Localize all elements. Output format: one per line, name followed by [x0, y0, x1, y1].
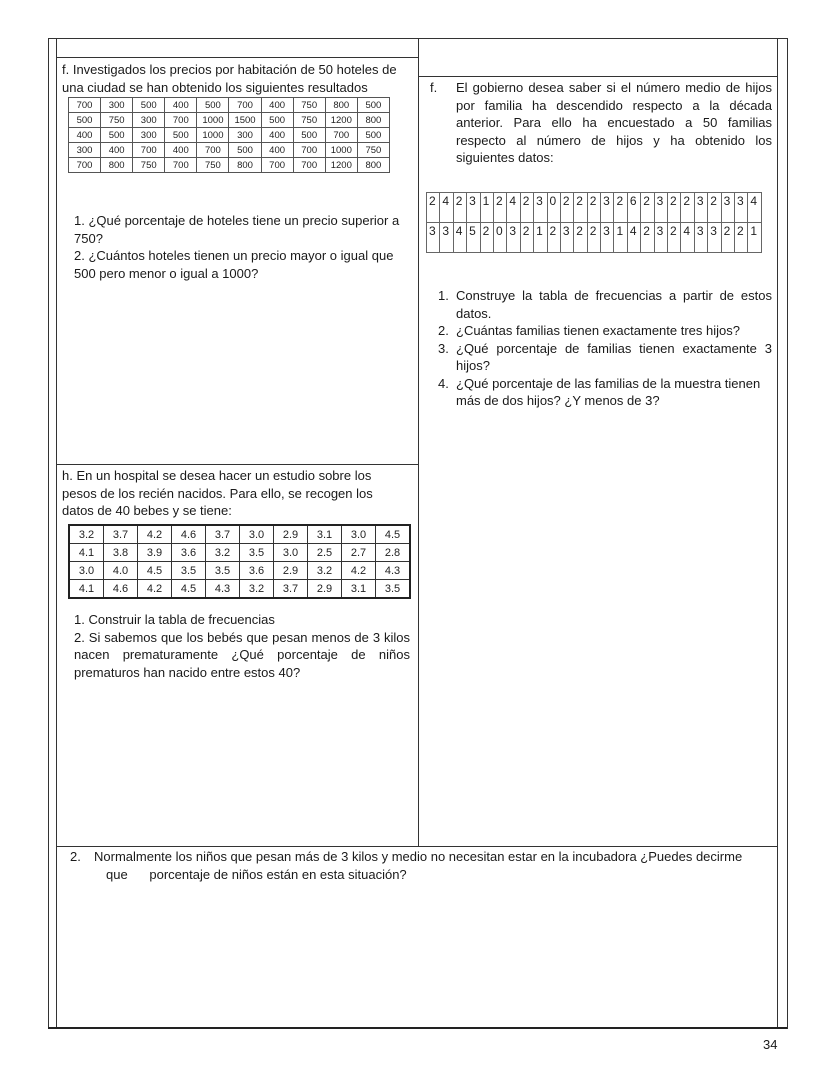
table-cell: 1 [748, 223, 762, 253]
table-cell: 700 [229, 98, 261, 113]
table-cell: 3 [440, 223, 453, 253]
table-cell: 3 [560, 223, 573, 253]
children-question-4: 4. ¿Qué porcentaje de las familias de la muestra tienen más de dos hijos? ¿Y menos de 3? [438, 375, 761, 408]
table-cell: 4 [748, 193, 762, 223]
table-cell: 4.1 [69, 580, 104, 599]
children-exercise [430, 79, 772, 167]
table-cell: 800 [357, 158, 389, 173]
table-cell: 2 [453, 193, 466, 223]
table-cell: 2 [480, 223, 493, 253]
table-cell: 4 [440, 193, 453, 223]
table-cell: 3 [507, 223, 520, 253]
table-cell: 2 [520, 193, 533, 223]
table-cell: 400 [261, 128, 293, 143]
table-cell: 300 [133, 128, 165, 143]
table-cell: 2.8 [376, 544, 411, 562]
table-cell: 500 [357, 98, 389, 113]
table-cell: 1200 [325, 158, 357, 173]
table-cell: 2 [560, 193, 573, 223]
table-cell: 5 [467, 223, 480, 253]
table-cell: 3.6 [172, 544, 206, 562]
table-cell: 0 [493, 223, 506, 253]
table-cell: 3 [708, 223, 721, 253]
table-row [69, 128, 390, 143]
table-row [69, 98, 390, 113]
table-cell: 800 [101, 158, 133, 173]
table-cell: 750 [293, 98, 325, 113]
table-cell: 2 [668, 193, 681, 223]
weights-questions [74, 611, 410, 681]
table-cell: 750 [133, 158, 165, 173]
table-cell: 6 [627, 193, 640, 223]
table-cell: 500 [197, 98, 229, 113]
table-cell: 2.9 [274, 525, 308, 544]
table-row [69, 143, 390, 158]
table-cell: 2 [493, 193, 506, 223]
table-cell: 700 [197, 143, 229, 158]
table-cell: 400 [101, 143, 133, 158]
table-cell: 3.7 [274, 580, 308, 599]
table-cell: 750 [197, 158, 229, 173]
table-cell: 1000 [197, 128, 229, 143]
table-cell: 3.2 [240, 580, 274, 599]
table-cell: 700 [293, 158, 325, 173]
table-cell: 1 [534, 223, 547, 253]
table-cell: 2 [614, 193, 627, 223]
table-cell: 4 [627, 223, 640, 253]
table-cell: 3 [427, 223, 440, 253]
table-cell: 800 [325, 98, 357, 113]
table-cell: 2.7 [342, 544, 376, 562]
table-cell: 3.6 [240, 562, 274, 580]
weights-question-2: 2. Si sabemos que los bebés que pesan menos de 3 kilos nacen prematuramente ¿Qué porcentaje de niños prematuros han nacido entre estos 40? [74, 629, 410, 680]
table-cell: 700 [69, 98, 101, 113]
divider [56, 846, 777, 847]
table-cell: 2 [734, 223, 747, 253]
children-intro: El gobierno desea saber si el número medio de hijos por familia ha descendido respecto a la década anterior. Para ello ha encuestado a 50 familias respecto al número de hijos y ha obtenido los siguientes datos: [456, 80, 772, 165]
table-cell: 1 [614, 223, 627, 253]
table-cell: 4 [681, 223, 694, 253]
table-cell: 0 [547, 193, 560, 223]
table-cell: 2 [587, 223, 600, 253]
table-cell: 3 [467, 193, 480, 223]
table-cell: 4 [507, 193, 520, 223]
table-cell: 4.3 [206, 580, 240, 599]
table-cell: 2 [520, 223, 533, 253]
table-cell: 500 [69, 113, 101, 128]
table-cell: 750 [293, 113, 325, 128]
table-cell: 2.9 [308, 580, 342, 599]
table-cell: 4.3 [376, 562, 411, 580]
table-cell: 3 [721, 193, 734, 223]
table-cell: 2 [641, 193, 654, 223]
table-cell: 700 [69, 158, 101, 173]
table-cell: 2 [708, 193, 721, 223]
table-cell: 2 [587, 193, 600, 223]
children-questions [438, 287, 772, 410]
table-row [427, 193, 762, 223]
table-cell: 300 [101, 98, 133, 113]
table-cell: 500 [229, 143, 261, 158]
frame-bottom-line [48, 1027, 787, 1029]
table-cell: 3.7 [206, 525, 240, 544]
table-cell: 3.9 [138, 544, 172, 562]
table-cell: 2 [574, 193, 587, 223]
divider [56, 57, 418, 58]
table-cell: 500 [293, 128, 325, 143]
table-cell: 2 [681, 193, 694, 223]
table-cell: 3.0 [69, 562, 104, 580]
table-cell: 750 [357, 143, 389, 158]
table-cell: 300 [133, 113, 165, 128]
table-cell: 3.2 [69, 525, 104, 544]
table-cell: 2.5 [308, 544, 342, 562]
table-cell: 2 [668, 223, 681, 253]
table-cell: 4.1 [69, 544, 104, 562]
table-row [69, 562, 410, 580]
table-cell: 4.5 [172, 580, 206, 599]
table-cell: 3 [601, 223, 614, 253]
column-divider [418, 38, 419, 846]
table-cell: 3.5 [240, 544, 274, 562]
table-cell: 4.2 [342, 562, 376, 580]
table-cell: 750 [101, 113, 133, 128]
table-cell: 400 [165, 143, 197, 158]
table-cell: 3.5 [376, 580, 411, 599]
table-cell: 500 [101, 128, 133, 143]
table-cell: 400 [165, 98, 197, 113]
table-row [69, 544, 410, 562]
weights-table [68, 524, 411, 599]
children-question-1: 1. Construye la tabla de frecuencias a partir de estos datos. [438, 288, 772, 321]
table-cell: 3 [654, 193, 667, 223]
table-cell: 400 [69, 128, 101, 143]
table-cell: 2 [721, 223, 734, 253]
frame-inner-left-line [56, 38, 57, 1028]
table-cell: 700 [325, 128, 357, 143]
table-row [69, 113, 390, 128]
table-cell: 3.2 [308, 562, 342, 580]
table-cell: 4.5 [138, 562, 172, 580]
frame-inner-right-line [777, 38, 778, 1028]
table-cell: 700 [165, 158, 197, 173]
table-cell: 3 [694, 223, 707, 253]
table-cell: 3 [694, 193, 707, 223]
table-cell: 700 [293, 143, 325, 158]
table-cell: 3 [534, 193, 547, 223]
table-cell: 3.0 [240, 525, 274, 544]
table-cell: 3 [654, 223, 667, 253]
table-cell: 1 [480, 193, 493, 223]
table-row [69, 158, 390, 173]
table-cell: 800 [357, 113, 389, 128]
table-cell: 2.9 [274, 562, 308, 580]
hotels-question-1: 1. ¿Qué porcentaje de hoteles tiene un precio superior a 750? [74, 213, 400, 246]
hotels-questions [74, 212, 412, 282]
page-number: 34 [763, 1037, 778, 1052]
table-cell: 3.5 [206, 562, 240, 580]
hotels-price-table [68, 97, 390, 173]
table-cell: 4.6 [172, 525, 206, 544]
weights-question-1: 1. Construir la tabla de frecuencias [74, 612, 275, 627]
table-cell: 2 [641, 223, 654, 253]
children-question-3: 3. ¿Qué porcentaje de familias tienen exactamente 3 hijos? [438, 340, 772, 373]
table-row [69, 580, 410, 599]
table-cell: 1500 [229, 113, 261, 128]
table-cell: 3.0 [274, 544, 308, 562]
table-cell: 700 [165, 113, 197, 128]
table-cell: 500 [165, 128, 197, 143]
table-cell: 3.8 [104, 544, 138, 562]
weights-intro: h. En un hospital se desea hacer un estudio sobre los pesos de los recién nacidos. Para ello, se recogen los datos de 40 bebes y se tiene: [62, 468, 373, 518]
table-cell: 300 [229, 128, 261, 143]
table-cell: 4.2 [138, 525, 172, 544]
children-question-2: 2. ¿Cuántas familias tienen exactamente tres hijos? [438, 323, 740, 338]
table-cell: 500 [357, 128, 389, 143]
table-cell: 4.5 [376, 525, 411, 544]
table-cell: 1000 [325, 143, 357, 158]
table-cell: 800 [229, 158, 261, 173]
divider [418, 76, 777, 77]
table-cell: 4.0 [104, 562, 138, 580]
table-row [69, 525, 410, 544]
table-cell: 3.1 [308, 525, 342, 544]
hotels-intro: f. Investigados los precios por habitación de 50 hoteles de una ciudad se han obtenido los siguientes resultados [62, 62, 397, 95]
table-cell: 500 [261, 113, 293, 128]
table-cell: 3 [734, 193, 747, 223]
table-cell: 2 [427, 193, 440, 223]
table-cell: 3.1 [342, 580, 376, 599]
table-cell: 500 [133, 98, 165, 113]
table-row [427, 223, 762, 253]
table-cell: 3 [601, 193, 614, 223]
table-cell: 700 [133, 143, 165, 158]
divider [56, 464, 418, 465]
table-cell: 1200 [325, 113, 357, 128]
table-cell: 2 [574, 223, 587, 253]
weights-question-bottom: 2. Normalmente los niños que pesan más de 3 kilos y medio no necesitan estar en la incubadora ¿Puedes decirme que porcentaje de niños están en esta situación? [70, 849, 743, 882]
table-cell: 400 [261, 143, 293, 158]
children-data-table [426, 192, 762, 253]
table-cell: 1000 [197, 113, 229, 128]
children-label: f. [430, 80, 438, 95]
table-cell: 3.0 [342, 525, 376, 544]
table-cell: 4.6 [104, 580, 138, 599]
table-cell: 700 [261, 158, 293, 173]
table-cell: 4 [453, 223, 466, 253]
table-cell: 3.5 [172, 562, 206, 580]
table-cell: 2 [547, 223, 560, 253]
hotels-question-2: 2. ¿Cuántos hoteles tienen un precio mayor o igual que 500 pero menor o igual a 1000? [74, 248, 394, 281]
table-cell: 3.2 [206, 544, 240, 562]
table-cell: 4.2 [138, 580, 172, 599]
table-cell: 3.7 [104, 525, 138, 544]
table-cell: 400 [261, 98, 293, 113]
table-cell: 300 [69, 143, 101, 158]
